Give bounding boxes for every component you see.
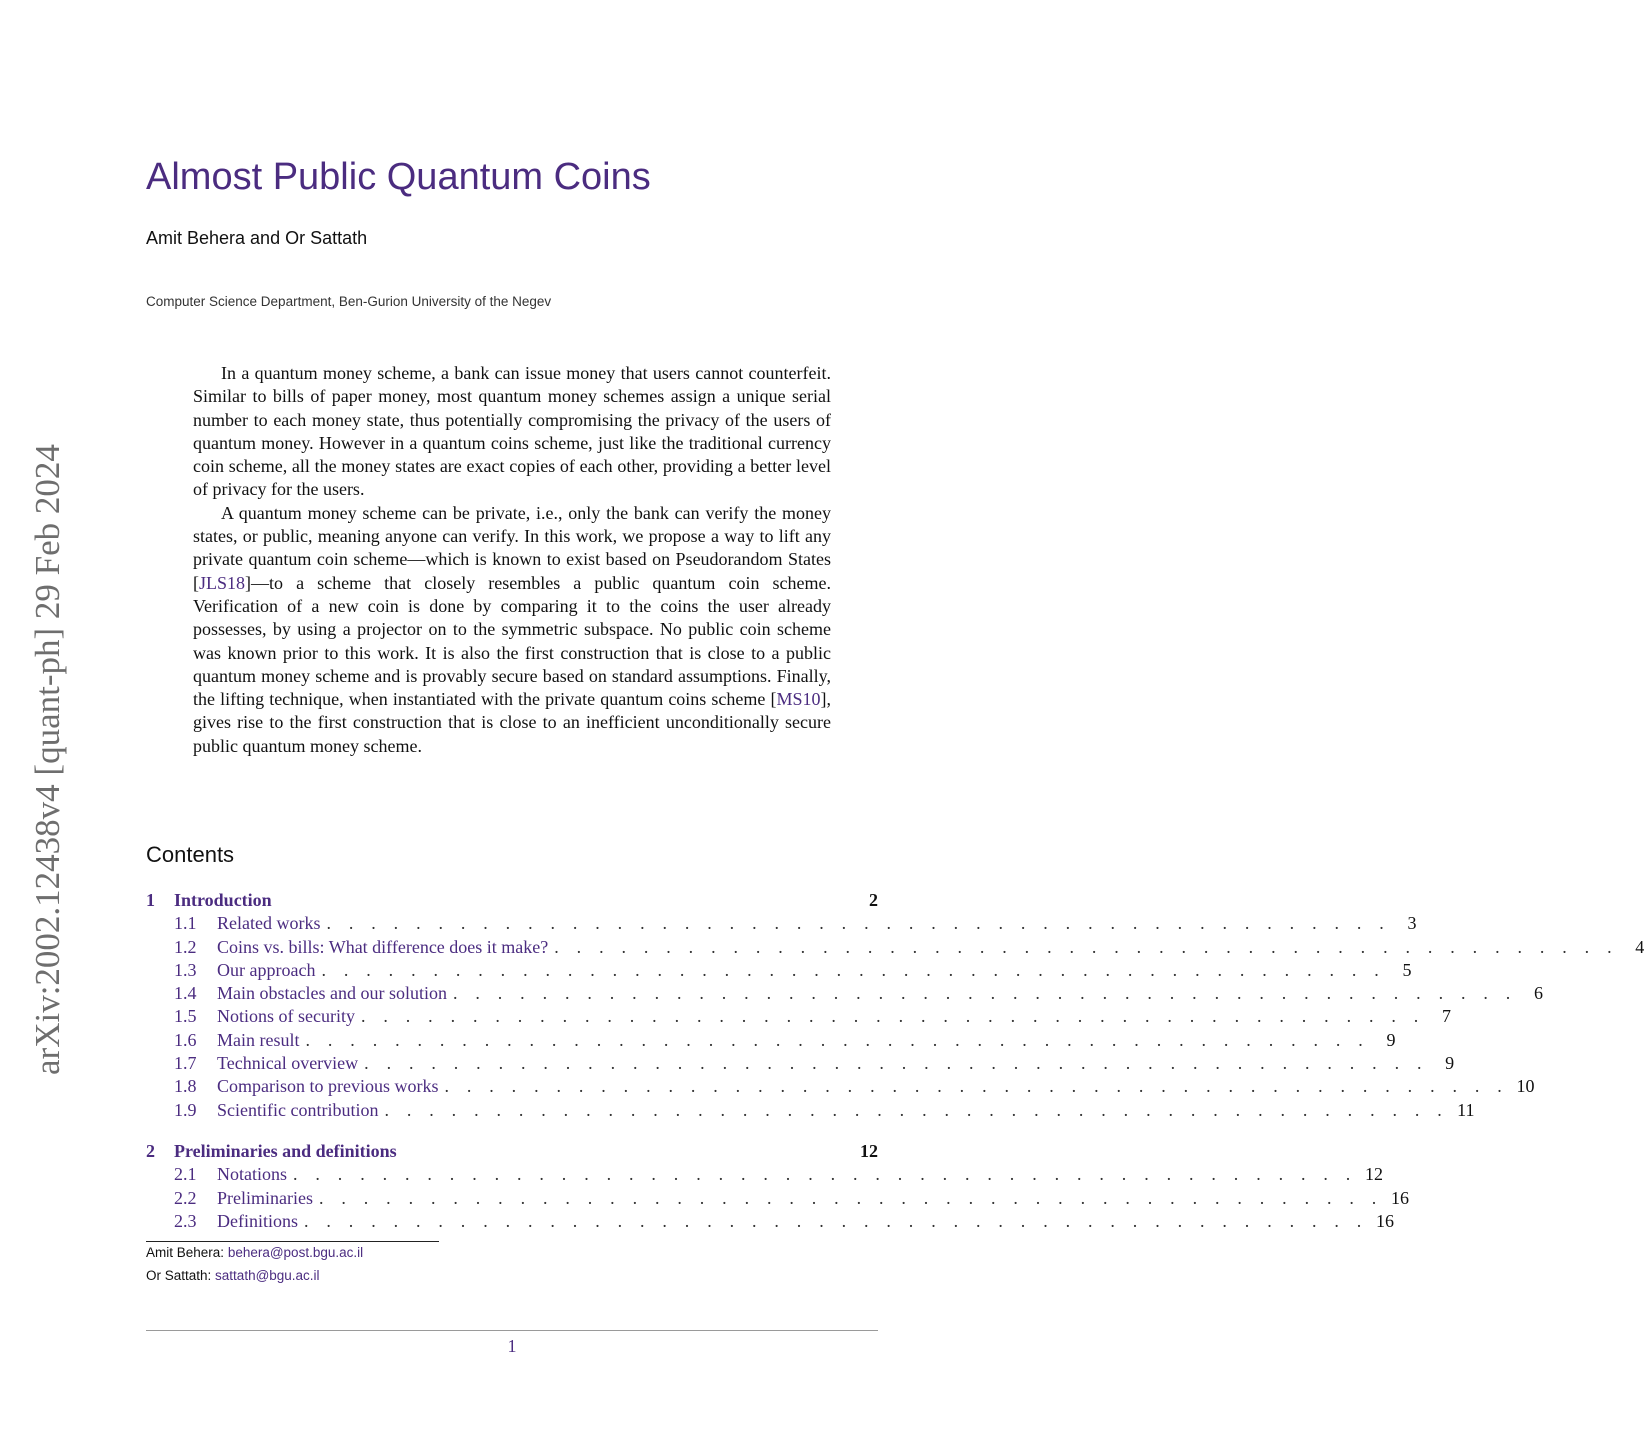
abstract-text: ], gives rise to the first construction that is close to an inefficient unconditionally secure public quantum money scheme. <box>193 689 831 756</box>
toc-subsection-1-8[interactable] <box>146 1075 1535 1098</box>
author-affiliation: Computer Science Department, Ben-Gurion University of the Negev <box>146 294 552 309</box>
toc-subsection-title: Technical overview <box>217 1053 359 1074</box>
toc-subsection-title: Comparison to previous works <box>217 1076 439 1097</box>
paper-title: Almost Public Quantum Coins <box>146 156 651 198</box>
toc-leader-dots: . . . . . . . . . . . . . . . . . . . . . . . . . . . . . . . . . . . . . . . . . . . . . . . . <box>293 1164 1357 1185</box>
toc-leader-dots: . . . . . . . . . . . . . . . . . . . . . . . . . . . . . . . . . . . . . . . . . . . . . . . . <box>384 1099 1449 1120</box>
toc-subsection-2-2[interactable] <box>146 1187 1409 1210</box>
toc-section-1[interactable] <box>146 889 878 912</box>
toc-subsection-number: 1.6 <box>174 1029 197 1050</box>
toc-leader-dots: . . . . . . . . . . . . . . . . . . . . . . . . . . . . . . . . . . . . . . . . . . . . . . . . <box>326 913 1391 934</box>
toc-section-title: Preliminaries and definitions <box>174 1140 397 1161</box>
abstract-text: ]—to a scheme that closely resembles a public quantum coin scheme. Verification of a new coin is done by comparing it to the coins the user already possesses, by using a projector on to the symmetric subspace. No public coin scheme was known prior to this work. It is also the first construction that is close to a public quantum money scheme and is provably secure based on standard assumptions. Finally, the lifting technique, when instantiated with the private quantum coins scheme [ <box>193 572 831 710</box>
toc-subsection-number: 1.7 <box>174 1053 197 1074</box>
toc-leader-dots: . . . . . . . . . . . . . . . . . . . . . . . . . . . . . . . . . . . . . . . . . . . . . . . . <box>444 1076 1509 1097</box>
footnotes <box>146 1242 363 1287</box>
toc-page-number: 12 <box>860 1140 878 1161</box>
toc-subsection-number: 1.8 <box>174 1076 197 1097</box>
toc-subsection-number: 1.9 <box>174 1099 197 1120</box>
toc-subsection-2-3[interactable] <box>146 1210 1394 1233</box>
arxiv-identifier-stamp: arXiv:2002.12438v4 [quant-ph] 29 Feb 2024 <box>28 444 67 1075</box>
toc-subsection-1-7[interactable] <box>146 1052 1455 1075</box>
toc-leader-dots: . . . . . . . . . . . . . . . . . . . . . . . . . . . . . . . . . . . . . . . . . . . . . . . . <box>305 1029 1370 1050</box>
author-email-link[interactable]: sattath@bgu.ac.il <box>215 1267 320 1283</box>
toc-page-number: 3 <box>1407 913 1417 934</box>
toc-subsection-number: 1.2 <box>174 936 197 957</box>
toc-subsection-title: Scientific contribution <box>217 1099 379 1120</box>
toc-subsection-number: 1.1 <box>174 913 197 934</box>
toc-subsection-title: Related works <box>217 913 321 934</box>
toc-page-number: 5 <box>1402 959 1412 980</box>
toc-subsection-1-9[interactable] <box>146 1099 1475 1122</box>
contents-heading: Contents <box>146 842 235 867</box>
toc-subsection-1-5[interactable] <box>146 1005 1451 1028</box>
toc-leader-dots: . . . . . . . . . . . . . . . . . . . . . . . . . . . . . . . . . . . . . . . . . . . . . . . . <box>364 1053 1429 1074</box>
toc-subsection-title: Notions of security <box>217 1006 355 1027</box>
toc-page-number: 6 <box>1533 983 1543 1004</box>
footnote-author-name: Or Sattath: <box>146 1267 212 1283</box>
toc-subsection-1-1[interactable] <box>146 912 1417 935</box>
toc-section-gap <box>146 1122 878 1140</box>
toc-page-number: 2 <box>869 890 878 910</box>
toc-leader-dots: . . . . . . . . . . . . . . . . . . . . . . . . . . . . . . . . . . . . . . . . . . . . . . . . <box>554 936 1619 957</box>
table-of-contents <box>146 889 1644 1233</box>
footnote-author-name: Amit Behera: <box>146 1245 225 1260</box>
abstract-paragraph-1: In a quantum money scheme, a bank can issue money that users cannot counterfeit. Similar to bills of paper money, most quantum money schemes assign a unique serial number to each money state, thus potentially compromising the privacy of the users of quantum money. However in a quantum coins scheme, just like the traditional currency coin scheme, all the money states are exact copies of each other, providing a better level of privacy for the users. <box>193 363 831 500</box>
toc-page-number: 9 <box>1386 1029 1396 1050</box>
page-footer-divider <box>146 1330 878 1331</box>
paper-authors: Amit Behera and Or Sattath <box>146 228 368 248</box>
toc-page-number: 16 <box>1390 1187 1409 1208</box>
toc-subsection-number: 1.5 <box>174 1006 197 1027</box>
toc-leader-dots: . . . . . . . . . . . . . . . . . . . . . . . . . . . . . . . . . . . . . . . . . . . . . . . . <box>321 959 1386 980</box>
toc-subsection-title: Notations <box>217 1164 287 1185</box>
toc-subsection-1-3[interactable] <box>146 959 1412 982</box>
toc-subsection-title: Preliminaries <box>217 1187 313 1208</box>
toc-page-number: 7 <box>1441 1006 1451 1027</box>
toc-page-number: 4 <box>1635 936 1644 957</box>
toc-subsection-1-4[interactable] <box>146 982 1543 1005</box>
toc-page-number: 9 <box>1445 1053 1455 1074</box>
citation-link-jls18[interactable]: JLS18 <box>199 572 246 593</box>
toc-subsection-2-1[interactable] <box>146 1163 1383 1186</box>
toc-section-number: 2 <box>146 1140 155 1161</box>
toc-subsection-1-2[interactable] <box>146 936 1644 959</box>
abstract-text: A quantum money scheme can be private, i.e., only the bank can verify the money states, or public, meaning anyone can verify. In this work, we propose a way to lift any private quantum coin scheme—which is known to exist based on Pseudorandom States [ <box>193 502 831 593</box>
toc-section-title: Introduction <box>174 890 272 910</box>
toc-subsection-title: Our approach <box>217 959 316 980</box>
toc-page-number: 10 <box>1516 1076 1535 1097</box>
footnote-author-2 <box>146 1265 363 1288</box>
author-email-link[interactable]: behera@post.bgu.ac.il <box>227 1245 364 1260</box>
toc-subsection-title: Coins vs. bills: What difference does it make? <box>217 936 549 957</box>
toc-subsection-number: 1.3 <box>174 959 197 980</box>
toc-subsection-title: Main obstacles and our solution <box>217 983 447 1004</box>
abstract-paragraph-2 <box>193 502 831 758</box>
toc-subsection-number: 1.4 <box>174 983 197 1004</box>
abstract <box>193 362 831 758</box>
toc-page-number: 16 <box>1376 1210 1394 1231</box>
toc-page-number: 11 <box>1457 1099 1475 1120</box>
page-number: 1 <box>507 1336 517 1356</box>
toc-leader-dots: . . . . . . . . . . . . . . . . . . . . . . . . . . . . . . . . . . . . . . . . . . . . . . . . <box>318 1187 1383 1208</box>
toc-leader-dots: . . . . . . . . . . . . . . . . . . . . . . . . . . . . . . . . . . . . . . . . . . . . . . . . <box>452 983 1517 1004</box>
toc-subsection-number: 2.3 <box>174 1210 197 1231</box>
toc-subsection-title: Main result <box>217 1029 300 1050</box>
toc-page-number: 12 <box>1365 1164 1383 1185</box>
toc-subsection-number: 2.1 <box>174 1164 197 1185</box>
toc-leader-dots: . . . . . . . . . . . . . . . . . . . . . . . . . . . . . . . . . . . . . . . . . . . . . . . . <box>360 1006 1425 1027</box>
citation-link-ms10[interactable]: MS10 <box>776 689 821 710</box>
footnote-author-1 <box>146 1242 363 1265</box>
toc-subsection-1-6[interactable] <box>146 1029 1396 1052</box>
toc-subsection-number: 2.2 <box>174 1187 197 1208</box>
toc-section-number: 1 <box>146 890 155 910</box>
toc-leader-dots: . . . . . . . . . . . . . . . . . . . . . . . . . . . . . . . . . . . . . . . . . . . . . . . . <box>304 1210 1368 1231</box>
toc-section-2[interactable] <box>146 1140 878 1163</box>
toc-subsection-title: Definitions <box>217 1210 298 1231</box>
